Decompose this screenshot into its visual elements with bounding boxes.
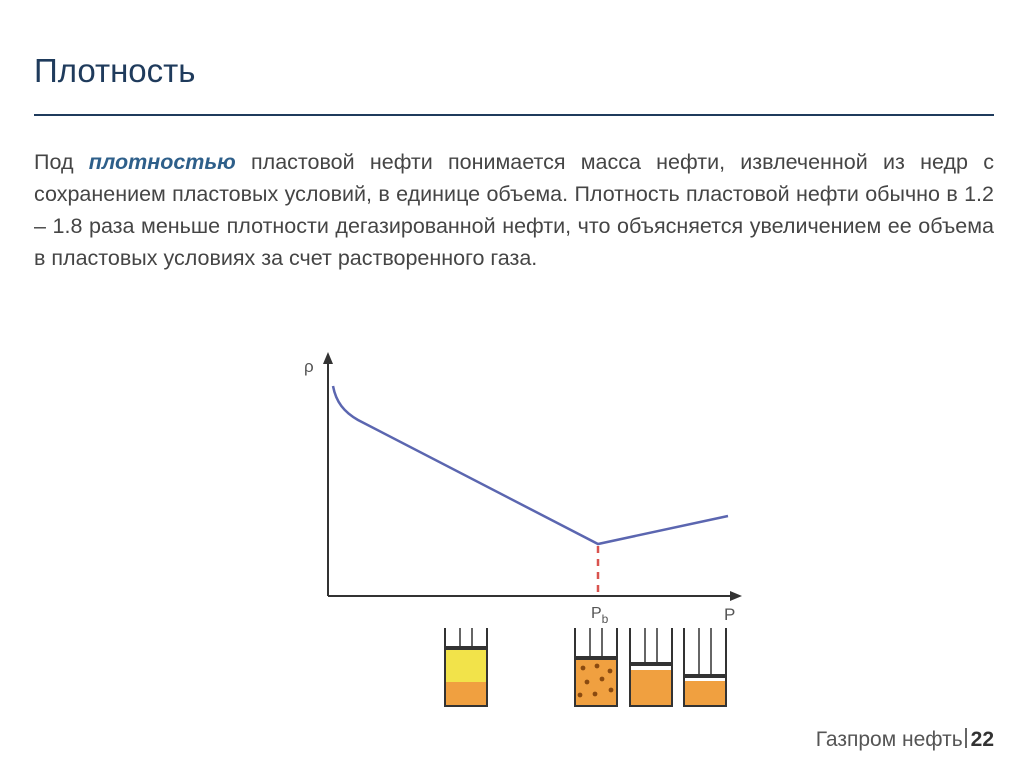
- para-rest: пластовой нефти понимается масса нефти, извлеченной из недр с сохранением пластовых условий, в единице объема. Плотность пластовой нефти обычно в 1.2 – 1.8 раза меньше плотности дегазированной нефти, что объясняется увеличением ее объема в пластовых условиях за счет растворенного газа.: [34, 150, 994, 270]
- density-pressure-chart: [300, 340, 760, 720]
- footer: [816, 728, 994, 752]
- page-number: 22: [970, 728, 994, 751]
- y-axis-label: ρ: [304, 357, 314, 376]
- density-curve: [333, 386, 728, 544]
- body-paragraph: [34, 146, 994, 274]
- slide-title: Плотность: [34, 52, 196, 89]
- cylinder-3: [629, 628, 673, 706]
- title-divider: [34, 114, 994, 116]
- x-axis-arrow: [730, 591, 742, 601]
- x-axis-label: P: [724, 605, 736, 624]
- para-prefix: Под: [34, 150, 89, 174]
- bubble-point-label: $P_b$: [591, 605, 609, 626]
- cylinder-1: [444, 628, 488, 706]
- footer-separator: [965, 728, 967, 748]
- para-keyword: плотностью: [88, 150, 236, 174]
- footer-brand: Газпром нефть: [815, 728, 963, 751]
- cylinder-2: [574, 628, 618, 706]
- y-axis-arrow: [323, 352, 333, 364]
- cylinder-4: [683, 628, 727, 706]
